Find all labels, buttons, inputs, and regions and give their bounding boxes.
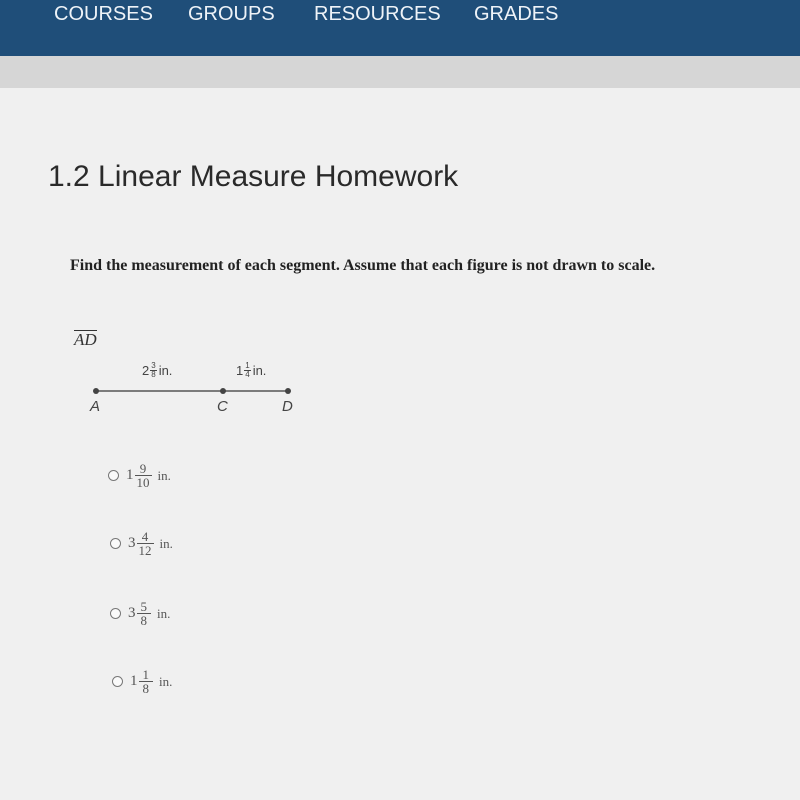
choice-fraction: [139, 600, 150, 627]
choice-whole: 3: [128, 535, 136, 551]
choice-numerator: 1: [139, 668, 154, 682]
length-cd-numerator: 1: [245, 361, 250, 370]
page-title: 1.2 Linear Measure Homework: [48, 160, 459, 193]
segment-name: AD: [74, 330, 97, 349]
point-c-dot: [220, 388, 226, 394]
choice-numerator: 9: [135, 462, 152, 476]
nav-grades[interactable]: GRADES: [474, 3, 559, 25]
radio-button[interactable]: [110, 608, 121, 619]
radio-button[interactable]: [108, 470, 119, 481]
point-label-a: A: [90, 398, 101, 415]
instructions-text: Find the measurement of each segment. Assume that each figure is not drawn to scale.: [70, 257, 656, 274]
choice-whole: 1: [130, 673, 138, 689]
length-ac-denominator: 8: [151, 370, 156, 379]
choice-fraction: [137, 462, 150, 489]
choice-numerator: 4: [137, 530, 154, 544]
nav-courses[interactable]: COURSES: [54, 3, 153, 25]
length-cd-unit: in.: [252, 363, 267, 378]
choice-whole: 1: [126, 467, 134, 483]
answer-choice-3[interactable]: [110, 600, 170, 627]
answer-choice-4[interactable]: [112, 668, 172, 695]
choice-denominator: 12: [138, 543, 152, 558]
radio-button[interactable]: [110, 538, 121, 549]
answer-choice-1[interactable]: [108, 462, 171, 489]
length-ac-numerator: 3: [151, 361, 156, 370]
choice-fraction: [139, 530, 152, 557]
point-label-c: C: [217, 398, 228, 415]
choice-numerator: 5: [137, 600, 152, 614]
choice-fraction: [141, 668, 152, 695]
answer-choice-2[interactable]: [110, 530, 173, 557]
choice-unit: in.: [159, 673, 173, 689]
nav-resources[interactable]: RESOURCES: [314, 3, 441, 25]
point-d-dot: [285, 388, 291, 394]
length-label-ac: [142, 362, 172, 379]
choice-unit: in.: [159, 535, 173, 551]
length-cd-denominator: 4: [245, 370, 250, 379]
point-a-dot: [93, 388, 99, 394]
choice-denominator: 10: [136, 475, 150, 490]
choice-unit: in.: [157, 605, 171, 621]
choice-unit: in.: [157, 467, 171, 483]
choice-denominator: 8: [142, 681, 149, 696]
length-label-cd: [236, 362, 266, 379]
length-cd-whole: 1: [236, 363, 244, 378]
choice-denominator: 8: [140, 613, 147, 628]
radio-button[interactable]: [112, 676, 123, 687]
length-cd-fraction: [244, 362, 250, 379]
length-ac-fraction: [150, 362, 156, 379]
length-ac-unit: in.: [158, 363, 173, 378]
choice-whole: 3: [128, 605, 136, 621]
nav-groups[interactable]: GROUPS: [188, 3, 275, 25]
point-label-d: D: [282, 398, 293, 415]
length-ac-whole: 2: [142, 363, 150, 378]
